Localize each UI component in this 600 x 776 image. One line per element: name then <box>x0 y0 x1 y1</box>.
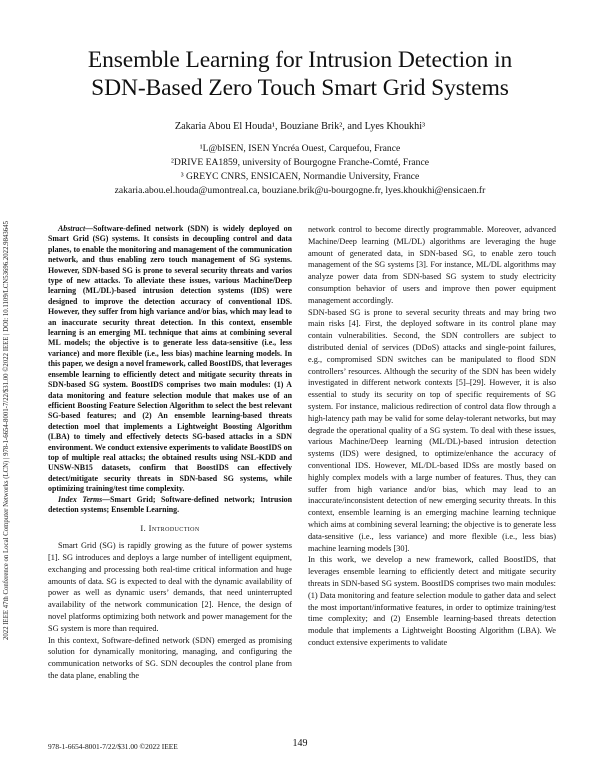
affiliation-2: ²DRIVE EA1859, university of Bourgogne Franche-Comté, France <box>171 157 429 168</box>
section-title: Introduction <box>148 523 200 534</box>
left-column <box>48 224 292 682</box>
right-paragraph-2: SDN-based SG is prone to several security threats and may bring two main risks [4]. First, the deployed software in its control plane may contain vulnerabilities. Second, the SDN controllers are subject to distributed denial of services (DDoS) attacks and single-point failures, e.g., compromised SDN switches can be manipulated to flood SDN controllers’ resources. Although the security of the SDN has been widely investigated in different network contexts [5]–[29]. However, it is also essential to study its security on top of specific requirements of SG system. For instance, malicious redirection of control data flow through a high-latency path may be valid for some delay-tolerant networks, but may degrade the operational quality of a SG system. To deal with these issues, various Machine/Deep learning (ML/DL)-based intrusion detection systems (IDS) were designed, to optimize/enhance the accuracy of conventional IDS. However, ML/DL-based IDSs are mostly based on highly complex models with a large number of features. Thus, they can suffer from high variance and/or bias, which may lead to an inaccurate/inconsistent detection of new emerging security threats. In this context, ensemble learning is an emerging machine learning technique which aims at combining several learning; the objective is to generate less data-sensitive (i.e., less variance) and more flexible (i.e., less bias) machine learning models [30]. <box>308 307 556 553</box>
page-number: 149 <box>292 738 308 749</box>
title-line-2: SDN-Based Zero Touch Smart Grid Systems <box>91 75 509 101</box>
copyright-footer: 978-1-6654-8001-7/22/$31.00 ©2022 IEEE <box>48 742 178 751</box>
index-terms-label: Index Terms <box>58 494 103 504</box>
authors: Zakaria Abou El Houda¹, Bouziane Brik², and Lyes Khoukhi³ <box>174 121 426 132</box>
right-paragraph-1: network control to become directly programmable. Moreover, advanced Machine/Deep learning (ML/DL) algorithms are leveraging the huge amount of generated data, in SDN-based SG, to enable zero touch management of the SG systems [3]. For instance, ML/DL algorithms may analyze power data from SDN-based SG system to study electricity consumption behavior of users and improve then power equipment management accordingly. <box>308 225 556 305</box>
abstract-label: Abstract <box>58 224 86 233</box>
paper-title <box>0 46 600 102</box>
abstract <box>48 224 292 495</box>
right-paragraph-3: In this work, we develop a new framework, called BoostIDS, that leverages ensemble learning to efficiently detect and mitigate security threats in SDN-based SG system. BoostIDS comprises two main modules: (1) Data monitoring and feature selection module to gather data and select the most important/informative features, in order to optimize training/test time complexity; and (2) Ensemble learning-based threats detection module that implements a Lightweight Boosting Algorithm (LBA). We conduct extensive experiments to validate <box>308 555 556 647</box>
author-emails: zakaria.abou.el.houda@umontreal.ca, bouziane.brik@u-bourgogne.fr, lyes.khoukhi@ensicaen.fr <box>114 185 486 196</box>
section-heading <box>48 523 292 535</box>
affiliations <box>0 142 600 198</box>
index-terms-body: —Smart Grid; Software-defined network; Intrusion detection systems; Ensemble Learning. <box>48 494 292 514</box>
index-terms <box>48 495 292 516</box>
affiliation-3: ³ GREYC CNRS, ENSICAEN, Normandie University, France <box>180 171 420 182</box>
intro-paragraph-1: Smart Grid (SG) is rapidly growing as the future of power systems [1]. SG introduces and deploys a large number of intelligent equipment, exchanging and processing both real-time critical information and huge amounts of data. SG is expected to deal with the dynamic availability of power as well as dynamic users’ demands, that need uninterrupted availability of the network communication [2]. Hence, the design of novel platforms optimizing both network and power management for the SG system is more than required. <box>48 541 292 633</box>
title-line-1: Ensemble Learning for Intrusion Detection in <box>87 47 513 73</box>
affiliation-1: ¹L@bISEN, ISEN Yncréa Ouest, Carquefou, France <box>199 143 401 154</box>
intro-paragraph-2: In this context, Software-defined network (SDN) emerged as promising solution for dynamically monitoring, managing, and configuring the communication networks of SG. SDN decouples the control plane from the data plane, enabling the <box>48 635 292 680</box>
right-column <box>308 224 556 649</box>
side-publication-note: 2022 IEEE 47th Conference on Local Computer Networks (LCN) | 978-1-6654-8001-7/22/$31.00 ©2022 IEEE | DOI: 10.1109/LCN53696.2022.9843645 <box>3 221 10 640</box>
abstract-body: —Software-defined network (SDN) is widely deployed on Smart Grid (SG) systems. It consists in decoupling control and data planes, to enable the monitoring and management of the communication network, and thus enabling zero touch management of SG systems. However, SDN-based SG is prone to several security threats and varios type of new attacks. To alleviate these issues, various Machine/Deep learning (ML/DL)-based intrusion detection systems (IDS) were designed to improve the detection accuracy of conventional IDS. However, they suffer from high variance and/or bias, which may lead to an inaccurate security threat detection. In this context, ensemble learning is an emerging ML technique that aims at combining several ML models; the objective is to generate less data-sensitive (i.e., less variance) and more flexible (i.e., less bias) machine learning models. In this paper, we design a novel framework, called BoostIDS, that leverages ensemble learning to efficiently detect and mitigate security threats in SDN-based SG system. BoostIDS comprises two main modules: (1) A data monitoring and feature selection module that makes use of an efficient Boosting Feature Selection Algorithm to select the best relevant SG-based features; and (2) An ensemble learning-based threats detection moel that implements a Lightweight Boosting Algorithm (LBA) to timely and effectively detects SG-based attacks in a SDN environment. We conduct extensive experiments to validate BoostIDS on top of multiple real attacks; the obtained results using NSL-KDD and UNSW-NB15 datasets, confirm that BoostIDS can effectively detect/mitigate security threats in SDN-based SG systems, while optimizing training/test time complexity. <box>48 224 292 494</box>
section-number: I. <box>140 523 147 534</box>
